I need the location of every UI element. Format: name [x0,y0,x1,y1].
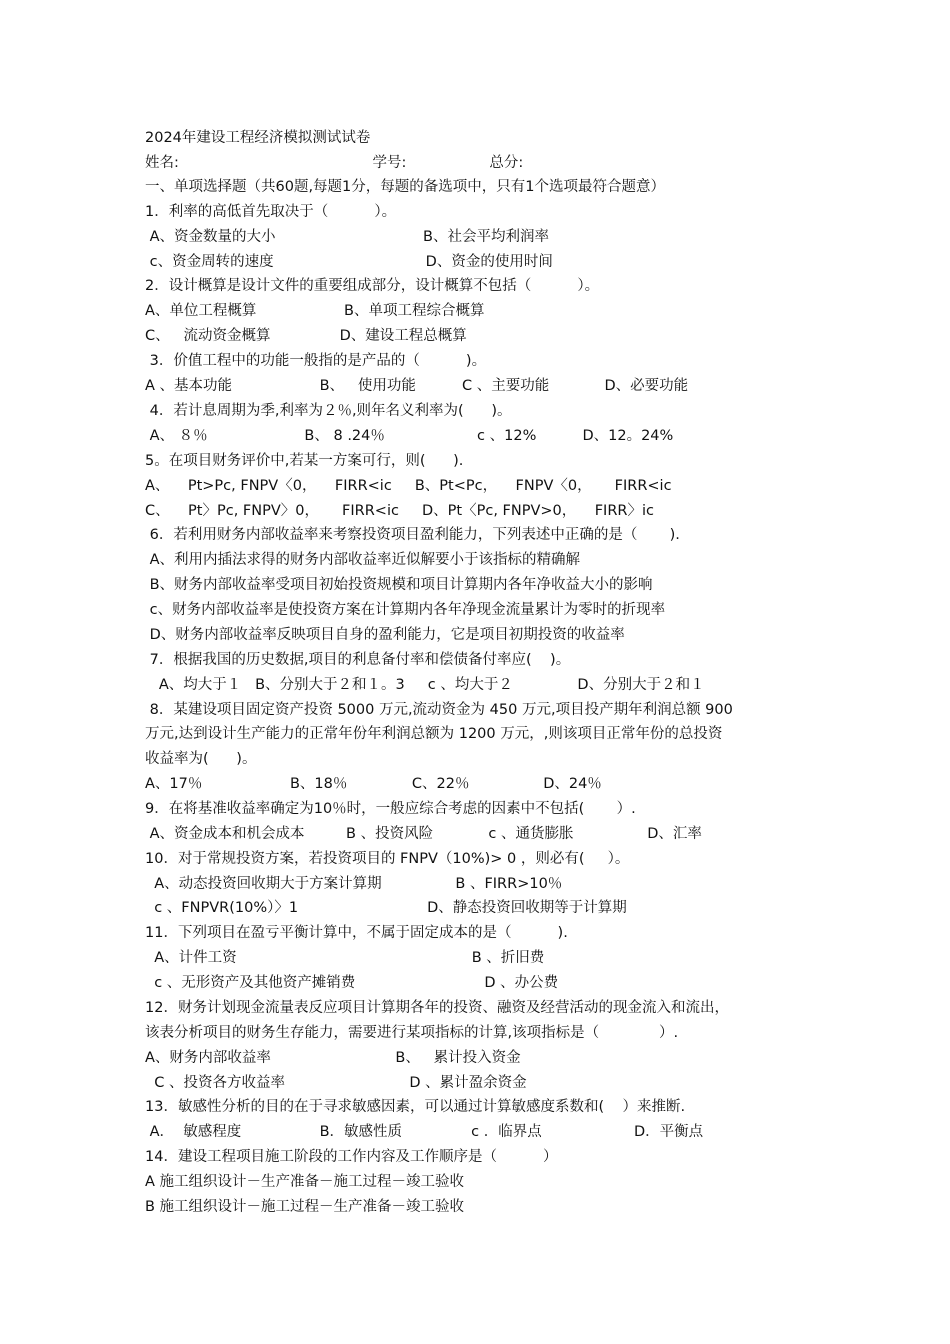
option-line: D、财务内部收益率反映项目自身的盈利能力，它是项目初期投资的收益率 [145,627,625,643]
option-line: A、均大于１ B、分别大于２和１。3 c 、均大于２ D、分别大于２和１ [145,677,705,693]
question-line: 2．设计概算是设计文件的重要组成部分，设计概算不包括（ ）。 [145,278,600,294]
option-line: c、财务内部收益率是使投资方案在计算期内各年净现金流量累计为零时的折现率 [145,602,666,618]
option-line: A、 ８％ B、 8 .24％ c 、12% D、12。24% [145,428,674,444]
question-line: 1．利率的高低首先取决于（ ）。 [145,204,397,220]
option-line: B 施工组织设计－施工过程－生产准备－竣工验收 [145,1199,465,1215]
option-line: A、计件工资 B 、折旧费 [145,950,545,966]
question-line: 9．在将基准收益率确定为10％时，一般应综合考虑的因素中不包括( ）. [145,801,636,817]
question-line: 5。在项目财务评价中,若某一方案可行，则( ). [145,453,464,469]
question-line: 万元,达到设计生产能力的正常年份年利润总额为 1200 万元，,则该项目正常年份的总投资 [145,726,723,742]
question-line: 6．若利用财务内部收益率来考察投资项目盈利能力，下列表述中正确的是（ ). [145,527,680,543]
option-line: A． 敏感程度 B．敏感性质 c ．临界点 D．平衡点 [145,1124,704,1140]
option-line: C、 流动资金概算 D、建设工程总概算 [145,328,467,344]
question-line: 14．建设工程项目施工阶段的工作内容及工作顺序是（ ） [145,1149,558,1165]
option-line: B、财务内部收益率受项目初始投资规模和项目计算期内各年净收益大小的影响 [145,577,653,593]
option-line: A、 Pt>Pc, FNPV〈0， FIRR<ic B、Pt<Pc， FNPV〈0， FIRR<ic [145,478,672,494]
option-line: c 、FNPVR(10%）〉1 D、静态投资回收期等于计算期 [145,900,627,916]
question-line: 收益率为( )。 [145,751,257,767]
name-id-score-line: 姓名: 学号: 总分: [145,155,524,171]
option-line: C 、投资各方收益率 D 、累计盈余资金 [145,1075,527,1091]
option-line: A、财务内部收益率 B、 累计投入资金 [145,1050,521,1066]
option-line: A、资金成本和机会成本 B 、投资风险 c 、通货膨胀 D、汇率 [145,826,702,842]
question-line: 13．敏感性分析的目的在于寻求敏感因素，可以通过计算敏感度系数和( ）来推断. [145,1099,686,1115]
option-line: A 施工组织设计－生产准备－施工过程－竣工验收 [145,1174,465,1190]
option-line: c 、无形资产及其他资产摊销费 D 、办公费 [145,975,559,991]
question-line: 12．财务计划现金流量表反应项目计算期各年的投资、融资及经营活动的现金流入和流出， [145,1000,729,1016]
option-line: C、 Pt〉Pc, FNPV〉0， FIRR<ic D、Pt〈Pc, FNPV>0， FIRR〉ic [145,503,654,519]
question-line: 7．根据我国的历史数据,项目的利息备付率和偿债备付率应( )。 [145,652,571,668]
document-title: 2024年建设工程经济模拟测试试卷 [145,130,371,146]
option-line: A、动态投资回收期大于方案计算期 B 、FIRR>10％ [145,876,563,892]
section-heading: 一、单项选择题（共60题,每题1分，每题的备选项中，只有1个选项最符合题意） [145,179,666,195]
option-line: A、17％ B、18％ C、22％ D、24％ [145,776,602,792]
option-line: A、利用内插法求得的财务内部收益率近似解要小于该指标的精确解 [145,552,581,568]
question-line: 该表分析项目的财务生存能力，需要进行某项指标的计算,该项指标是（ ）. [145,1025,679,1041]
option-line: A、单位工程概算 B、单项工程综合概算 [145,303,485,319]
question-line: 8．某建设项目固定资产投资 5000 万元,流动资金为 450 万元,项目投产期年利润总额 900 [145,702,733,718]
question-line: 10．对于常规投资方案，若投资项目的 FNPV（10%)> 0 ，则必有( ）。 [145,851,630,867]
option-line: c、资金周转的速度 D、资金的使用时间 [145,254,553,270]
option-line: A 、基本功能 B、 使用功能 C 、主要功能 D、必要功能 [145,378,689,394]
question-line: 3．价值工程中的功能一般指的是产品的（ )。 [145,353,487,369]
question-line: 11．下列项目在盈亏平衡计算中，不属于固定成本的是（ ). [145,925,568,941]
option-line: A、资金数量的大小 B、社会平均利润率 [145,229,549,245]
question-line: 4．若计息周期为季,利率为２％,则年名义利率为( )。 [145,403,512,419]
